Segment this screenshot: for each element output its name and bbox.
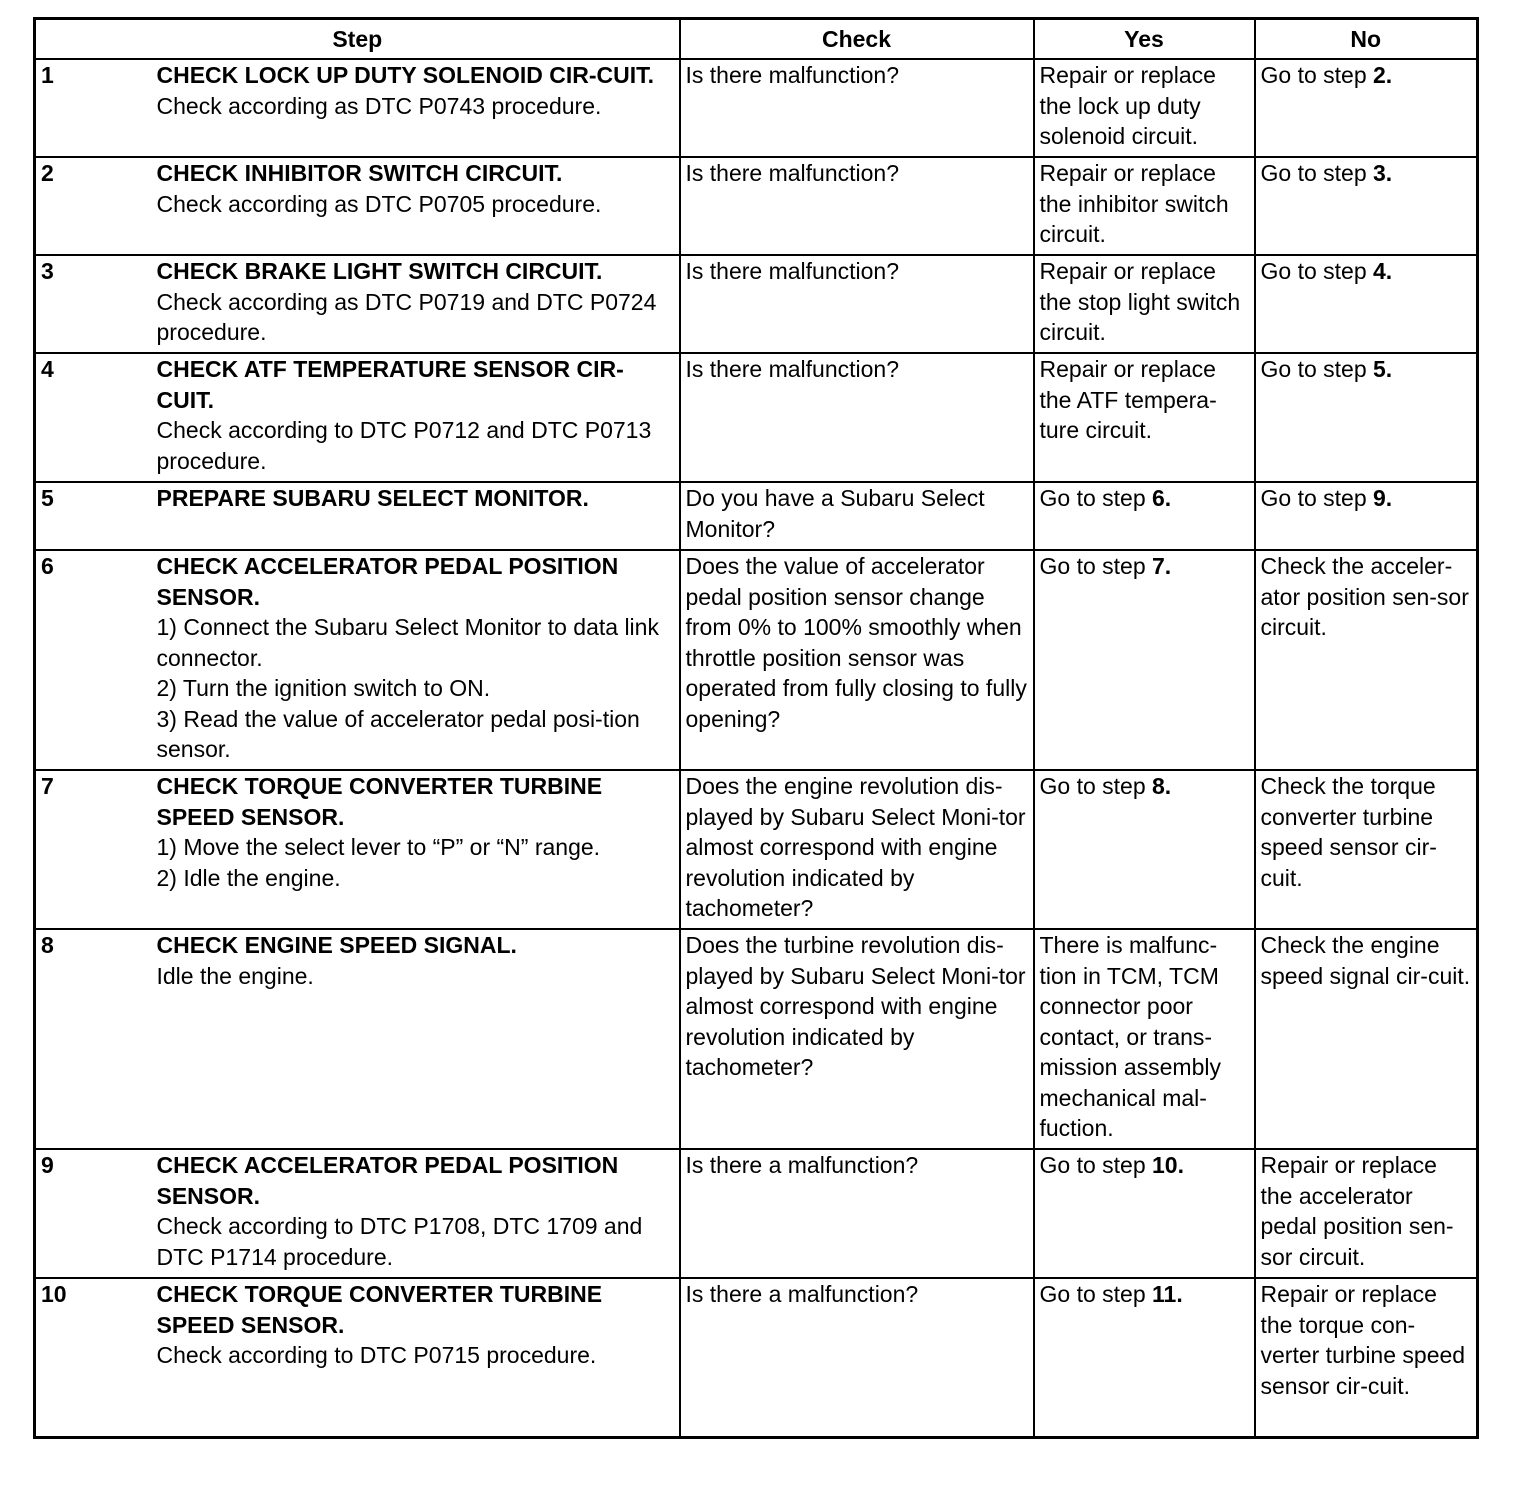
step-description xyxy=(157,1149,680,1278)
check-question: Do you have a Subaru Select Monitor? xyxy=(680,482,1034,550)
yes-step-ref: 8. xyxy=(1152,773,1172,799)
step-description xyxy=(157,929,680,1149)
check-question: Is there malfunction? xyxy=(680,157,1034,255)
step-number: 9 xyxy=(35,1149,157,1278)
step-number: 5 xyxy=(35,482,157,550)
table-row xyxy=(35,482,1478,550)
check-question: Does the engine revolution dis-played by Subaru Select Moni-tor almost correspond with engine revolution indicated by tachometer? xyxy=(680,770,1034,929)
step-description xyxy=(157,157,680,255)
no-prefix: Go to step xyxy=(1260,160,1374,186)
column-header-check: Check xyxy=(680,19,1034,60)
check-question: Is there a malfunction? xyxy=(680,1149,1034,1278)
diagnostic-procedure-table xyxy=(33,17,1479,1439)
step-instruction: Check according to DTC P0712 and DTC P0713 procedure. xyxy=(156,417,652,474)
table-row xyxy=(35,59,1478,157)
no-text: Check the acceler-ator position sen-sor circuit. xyxy=(1260,553,1469,640)
step-title: CHECK TORQUE CONVERTER TURBINE SPEED SENSOR. xyxy=(156,773,603,830)
yes-text: Repair or replace the lock up duty solenoid circuit. xyxy=(1039,62,1216,149)
step-instruction: Check according as DTC P0743 procedure. xyxy=(156,92,602,119)
no-text: Repair or replace the accelerator pedal position sen-sor circuit. xyxy=(1260,1152,1454,1270)
step-title: CHECK ENGINE SPEED SIGNAL. xyxy=(156,932,517,958)
no-step-ref: 5. xyxy=(1373,356,1393,382)
yes-action xyxy=(1034,157,1255,255)
step-title: CHECK TORQUE CONVERTER TURBINE SPEED SENSOR. xyxy=(156,1281,603,1338)
no-action xyxy=(1255,157,1478,255)
step-instruction: Check according as DTC P0705 procedure. xyxy=(156,190,602,217)
table-row xyxy=(35,929,1478,1149)
table-row xyxy=(35,157,1478,255)
yes-step-ref: 6. xyxy=(1152,485,1172,511)
yes-action xyxy=(1034,482,1255,550)
yes-prefix: Go to step xyxy=(1039,485,1153,511)
step-number: 8 xyxy=(35,929,157,1149)
check-question: Is there a malfunction? xyxy=(680,1278,1034,1438)
yes-text: There is malfunc-tion in TCM, TCM connector poor contact, or trans-mission assembly mechanical mal-fuction. xyxy=(1039,932,1221,1141)
yes-action xyxy=(1034,929,1255,1149)
step-instruction: 2) Turn the ignition switch to ON. xyxy=(156,675,491,701)
column-header-no: No xyxy=(1255,19,1478,60)
no-action xyxy=(1255,1149,1478,1278)
step-description xyxy=(157,550,680,770)
step-description xyxy=(157,770,680,929)
step-description xyxy=(157,255,680,353)
step-description xyxy=(157,1278,680,1438)
step-number: 10 xyxy=(35,1278,157,1438)
step-number: 1 xyxy=(35,59,157,157)
step-number: 7 xyxy=(35,770,157,929)
yes-action xyxy=(1034,550,1255,770)
yes-action xyxy=(1034,353,1255,482)
yes-action xyxy=(1034,1149,1255,1278)
no-action xyxy=(1255,482,1478,550)
yes-action xyxy=(1034,770,1255,929)
table-row xyxy=(35,550,1478,770)
step-description xyxy=(157,59,680,157)
table-row xyxy=(35,1278,1478,1438)
check-question: Is there malfunction? xyxy=(680,59,1034,157)
step-title: CHECK ACCELERATOR PEDAL POSITION SENSOR. xyxy=(156,553,619,610)
step-description xyxy=(157,353,680,482)
yes-action xyxy=(1034,1278,1255,1438)
table-row xyxy=(35,353,1478,482)
no-text: Check the engine speed signal cir-cuit. xyxy=(1260,932,1471,989)
step-title: CHECK ACCELERATOR PEDAL POSITION SENSOR. xyxy=(156,1152,619,1209)
table-row xyxy=(35,770,1478,929)
column-header-yes: Yes xyxy=(1034,19,1255,60)
table-header-row xyxy=(35,19,1478,60)
step-description xyxy=(157,482,680,550)
check-question: Does the value of accelerator pedal position sensor change from 0% to 100% smoothly when throttle position sensor was operated from fully closing to fully opening? xyxy=(680,550,1034,770)
yes-prefix: Go to step xyxy=(1039,1281,1153,1307)
check-question: Is there malfunction? xyxy=(680,353,1034,482)
table-row xyxy=(35,255,1478,353)
check-question: Does the turbine revolution dis-played by Subaru Select Moni-tor almost correspond with engine revolution indicated by tachometer? xyxy=(680,929,1034,1149)
yes-text: Repair or replace the inhibitor switch circuit. xyxy=(1039,160,1229,247)
step-number: 4 xyxy=(35,353,157,482)
no-step-ref: 9. xyxy=(1373,485,1393,511)
step-title: CHECK LOCK UP DUTY SOLENOID CIR-CUIT. xyxy=(156,62,655,88)
table-row xyxy=(35,1149,1478,1278)
yes-step-ref: 11. xyxy=(1152,1281,1183,1307)
no-step-ref: 2. xyxy=(1373,62,1393,88)
no-action xyxy=(1255,255,1478,353)
step-number: 3 xyxy=(35,255,157,353)
yes-step-ref: 7. xyxy=(1152,553,1172,579)
no-action xyxy=(1255,59,1478,157)
step-instruction: 1) Connect the Subaru Select Monitor to data link connector. xyxy=(156,614,659,671)
step-number: 6 xyxy=(35,550,157,770)
step-instruction: Check according as DTC P0719 and DTC P0724 procedure. xyxy=(156,288,657,345)
no-prefix: Go to step xyxy=(1260,258,1374,284)
yes-step-ref: 10. xyxy=(1152,1152,1184,1178)
step-instruction: 2) Idle the engine. xyxy=(156,864,341,891)
no-action xyxy=(1255,353,1478,482)
step-title: CHECK INHIBITOR SWITCH CIRCUIT. xyxy=(156,160,563,186)
no-step-ref: 3. xyxy=(1373,160,1393,186)
no-text: Check the torque converter turbine speed sensor cir-cuit. xyxy=(1260,773,1437,891)
column-header-step: Step xyxy=(35,19,680,60)
yes-prefix: Go to step xyxy=(1039,1152,1153,1178)
no-action xyxy=(1255,1278,1478,1438)
no-action xyxy=(1255,550,1478,770)
step-instruction: Idle the engine. xyxy=(156,962,314,989)
no-prefix: Go to step xyxy=(1260,356,1374,382)
yes-prefix: Go to step xyxy=(1039,553,1153,579)
no-action xyxy=(1255,929,1478,1149)
check-question: Is there malfunction? xyxy=(680,255,1034,353)
yes-prefix: Go to step xyxy=(1039,773,1153,799)
step-instruction: Check according to DTC P1708, DTC 1709 and DTC P1714 procedure. xyxy=(156,1213,643,1270)
step-title: CHECK ATF TEMPERATURE SENSOR CIR-CUIT. xyxy=(156,356,624,413)
step-title: PREPARE SUBARU SELECT MONITOR. xyxy=(156,485,589,511)
step-instruction: 3) Read the value of accelerator pedal posi-tion sensor. xyxy=(156,705,640,762)
step-number: 2 xyxy=(35,157,157,255)
no-prefix: Go to step xyxy=(1260,485,1374,511)
yes-action xyxy=(1034,255,1255,353)
step-instruction: 1) Move the select lever to “P” or “N” range. xyxy=(156,834,601,860)
no-step-ref: 4. xyxy=(1373,258,1393,284)
no-prefix: Go to step xyxy=(1260,62,1374,88)
no-text: Repair or replace the torque con-verter turbine speed sensor cir-cuit. xyxy=(1260,1281,1466,1399)
yes-action xyxy=(1034,59,1255,157)
step-title: CHECK BRAKE LIGHT SWITCH CIRCUIT. xyxy=(156,258,603,284)
yes-text: Repair or replace the stop light switch circuit. xyxy=(1039,258,1241,345)
yes-text: Repair or replace the ATF tempera-ture circuit. xyxy=(1039,356,1217,443)
step-instruction: Check according to DTC P0715 procedure. xyxy=(156,1342,597,1368)
no-action xyxy=(1255,770,1478,929)
